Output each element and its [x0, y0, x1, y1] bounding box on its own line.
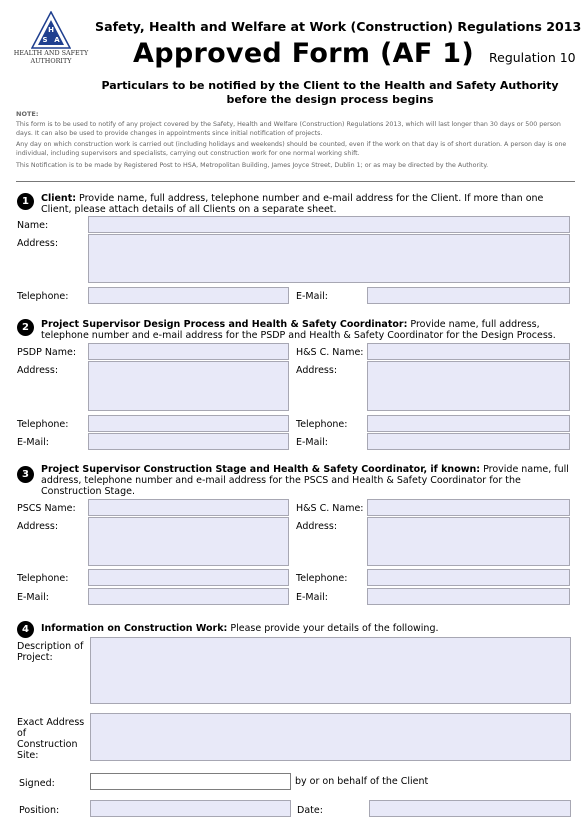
exact-address-field[interactable] — [90, 713, 571, 761]
hsa-logo-icon — [31, 11, 71, 49]
psdp-telephone-label: Telephone: — [17, 419, 69, 430]
form-title: Approved Form (AF 1) — [133, 38, 475, 69]
svg-text:A: A — [54, 36, 60, 44]
pscs-name-field[interactable] — [88, 499, 289, 516]
regulations-title: Safety, Health and Welfare at Work (Construction) Regulations 2013 — [95, 19, 582, 34]
hsc-construction-email-field[interactable] — [367, 588, 570, 605]
client-telephone-label: Telephone: — [17, 291, 69, 302]
pscs-telephone-field[interactable] — [88, 569, 289, 586]
section-1-number: 1 — [17, 193, 34, 210]
hsc-construction-telephone-field[interactable] — [367, 569, 570, 586]
hsa-logo — [12, 11, 90, 67]
section-2-title: Project Supervisor Design Process and Health & Safety Coordinator: — [41, 319, 408, 330]
pscs-address-label: Address: — [17, 521, 59, 532]
hsc-construction-email-label: E-Mail: — [296, 592, 328, 603]
note-line-3: This Notification is to be made by Registered Post to HSA, Metropolitan Building, James Joyce Street, Dublin 1; or as may be directed by the Authority. — [16, 162, 489, 169]
date-field[interactable] — [369, 800, 571, 817]
note-line-2: Any day on which construction work is carried out (including holidays and weekends) should be counted, even if the work on that day is of short duration. A person day is one individual, including supervisors and specialists, carrying out construction work for one normal working shift. — [16, 141, 567, 157]
hsc-construction-name-label: H&S C. Name: — [296, 503, 364, 514]
section-1-text: Provide name, full address, telephone number and e-mail address for the Client. If more than one Client, please attach details of all Clients on a separate sheet. — [41, 193, 544, 215]
signed-label: Signed: — [19, 778, 55, 789]
position-field[interactable] — [90, 800, 291, 817]
psdp-address-label: Address: — [17, 365, 59, 376]
svg-text:S: S — [42, 36, 48, 44]
note-heading: NOTE: — [16, 110, 39, 118]
section-4-number: 4 — [17, 621, 34, 638]
section-1-heading — [41, 193, 571, 215]
section-1-title: Client: — [41, 193, 77, 204]
pscs-email-label: E-Mail: — [17, 592, 49, 603]
exact-address-label: Exact Address of Construction Site: — [17, 717, 85, 761]
hsc-design-email-field[interactable] — [367, 433, 570, 450]
hsc-design-address-field[interactable] — [367, 361, 570, 411]
client-name-field[interactable] — [88, 216, 570, 233]
description-field[interactable] — [90, 637, 571, 704]
psdp-email-field[interactable] — [88, 433, 289, 450]
regulation-number: Regulation 10 — [489, 50, 576, 65]
client-telephone-field[interactable] — [88, 287, 289, 304]
on-behalf-label: by or on behalf of the Client — [295, 776, 429, 787]
section-2-heading — [41, 319, 571, 341]
client-address-label: Address: — [17, 238, 59, 249]
hsc-construction-address-field[interactable] — [367, 517, 570, 566]
psdp-email-label: E-Mail: — [17, 437, 49, 448]
section-2-number: 2 — [17, 319, 34, 336]
section-4-title: Information on Construction Work: — [41, 623, 228, 634]
client-name-label: Name: — [17, 220, 49, 231]
note-line-1: This form is to be used to notify of any project covered by the Safety, Health and Welfare (Construction) Regulations 2013, which will last longer than 30 days or 500 person days. It can also be used to provide changes in appointments since initial notification of projects. — [16, 121, 561, 137]
hsc-design-telephone-label: Telephone: — [296, 419, 348, 430]
section-3-number: 3 — [17, 466, 34, 483]
hsc-design-address-label: Address: — [296, 365, 338, 376]
pscs-address-field[interactable] — [88, 517, 289, 566]
pscs-name-label: PSCS Name: — [17, 503, 76, 514]
client-email-field[interactable] — [367, 287, 570, 304]
hsc-design-name-field[interactable] — [367, 343, 570, 360]
hsc-construction-name-field[interactable] — [367, 499, 570, 516]
psdp-address-field[interactable] — [88, 361, 289, 411]
divider — [16, 181, 575, 182]
section-3-text: Provide name, full address, telephone number and e-mail address for the PSCS and Health & Safety Coordinator for the Construction Stage. — [41, 464, 569, 497]
section-2-text: Provide name, full address, telephone number and e-mail address for the PSDP and Health & Safety Coordinator for the Design Process. — [41, 319, 556, 341]
client-email-label: E-Mail: — [296, 291, 328, 302]
psdp-name-label: PSDP Name: — [17, 347, 77, 358]
hsc-construction-telephone-label: Telephone: — [296, 573, 348, 584]
hsc-design-telephone-field[interactable] — [367, 415, 570, 432]
pscs-telephone-label: Telephone: — [17, 573, 69, 584]
hsc-design-name-label: H&S C. Name: — [296, 347, 364, 358]
logo-text: HEALTH AND SAFETY AUTHORITY — [13, 49, 89, 65]
hsc-construction-address-label: Address: — [296, 521, 338, 532]
pscs-email-field[interactable] — [88, 588, 289, 605]
form-subtitle: Particulars to be notified by the Client to the Health and Safety Authority before the design process begins — [101, 79, 559, 106]
hsc-design-email-label: E-Mail: — [296, 437, 328, 448]
psdp-telephone-field[interactable] — [88, 415, 289, 432]
svg-text:H: H — [48, 26, 54, 34]
description-label: Description of Project: — [17, 641, 84, 663]
section-4-heading — [41, 623, 571, 634]
section-3-heading — [41, 464, 571, 497]
position-label: Position: — [19, 805, 60, 816]
psdp-name-field[interactable] — [88, 343, 289, 360]
section-4-text: Please provide your details of the following. — [227, 623, 439, 634]
client-address-field[interactable] — [88, 234, 570, 283]
signed-field[interactable] — [90, 773, 291, 790]
date-label: Date: — [297, 805, 323, 816]
section-3-title: Project Supervisor Construction Stage and Health & Safety Coordinator, if known: — [41, 464, 481, 475]
